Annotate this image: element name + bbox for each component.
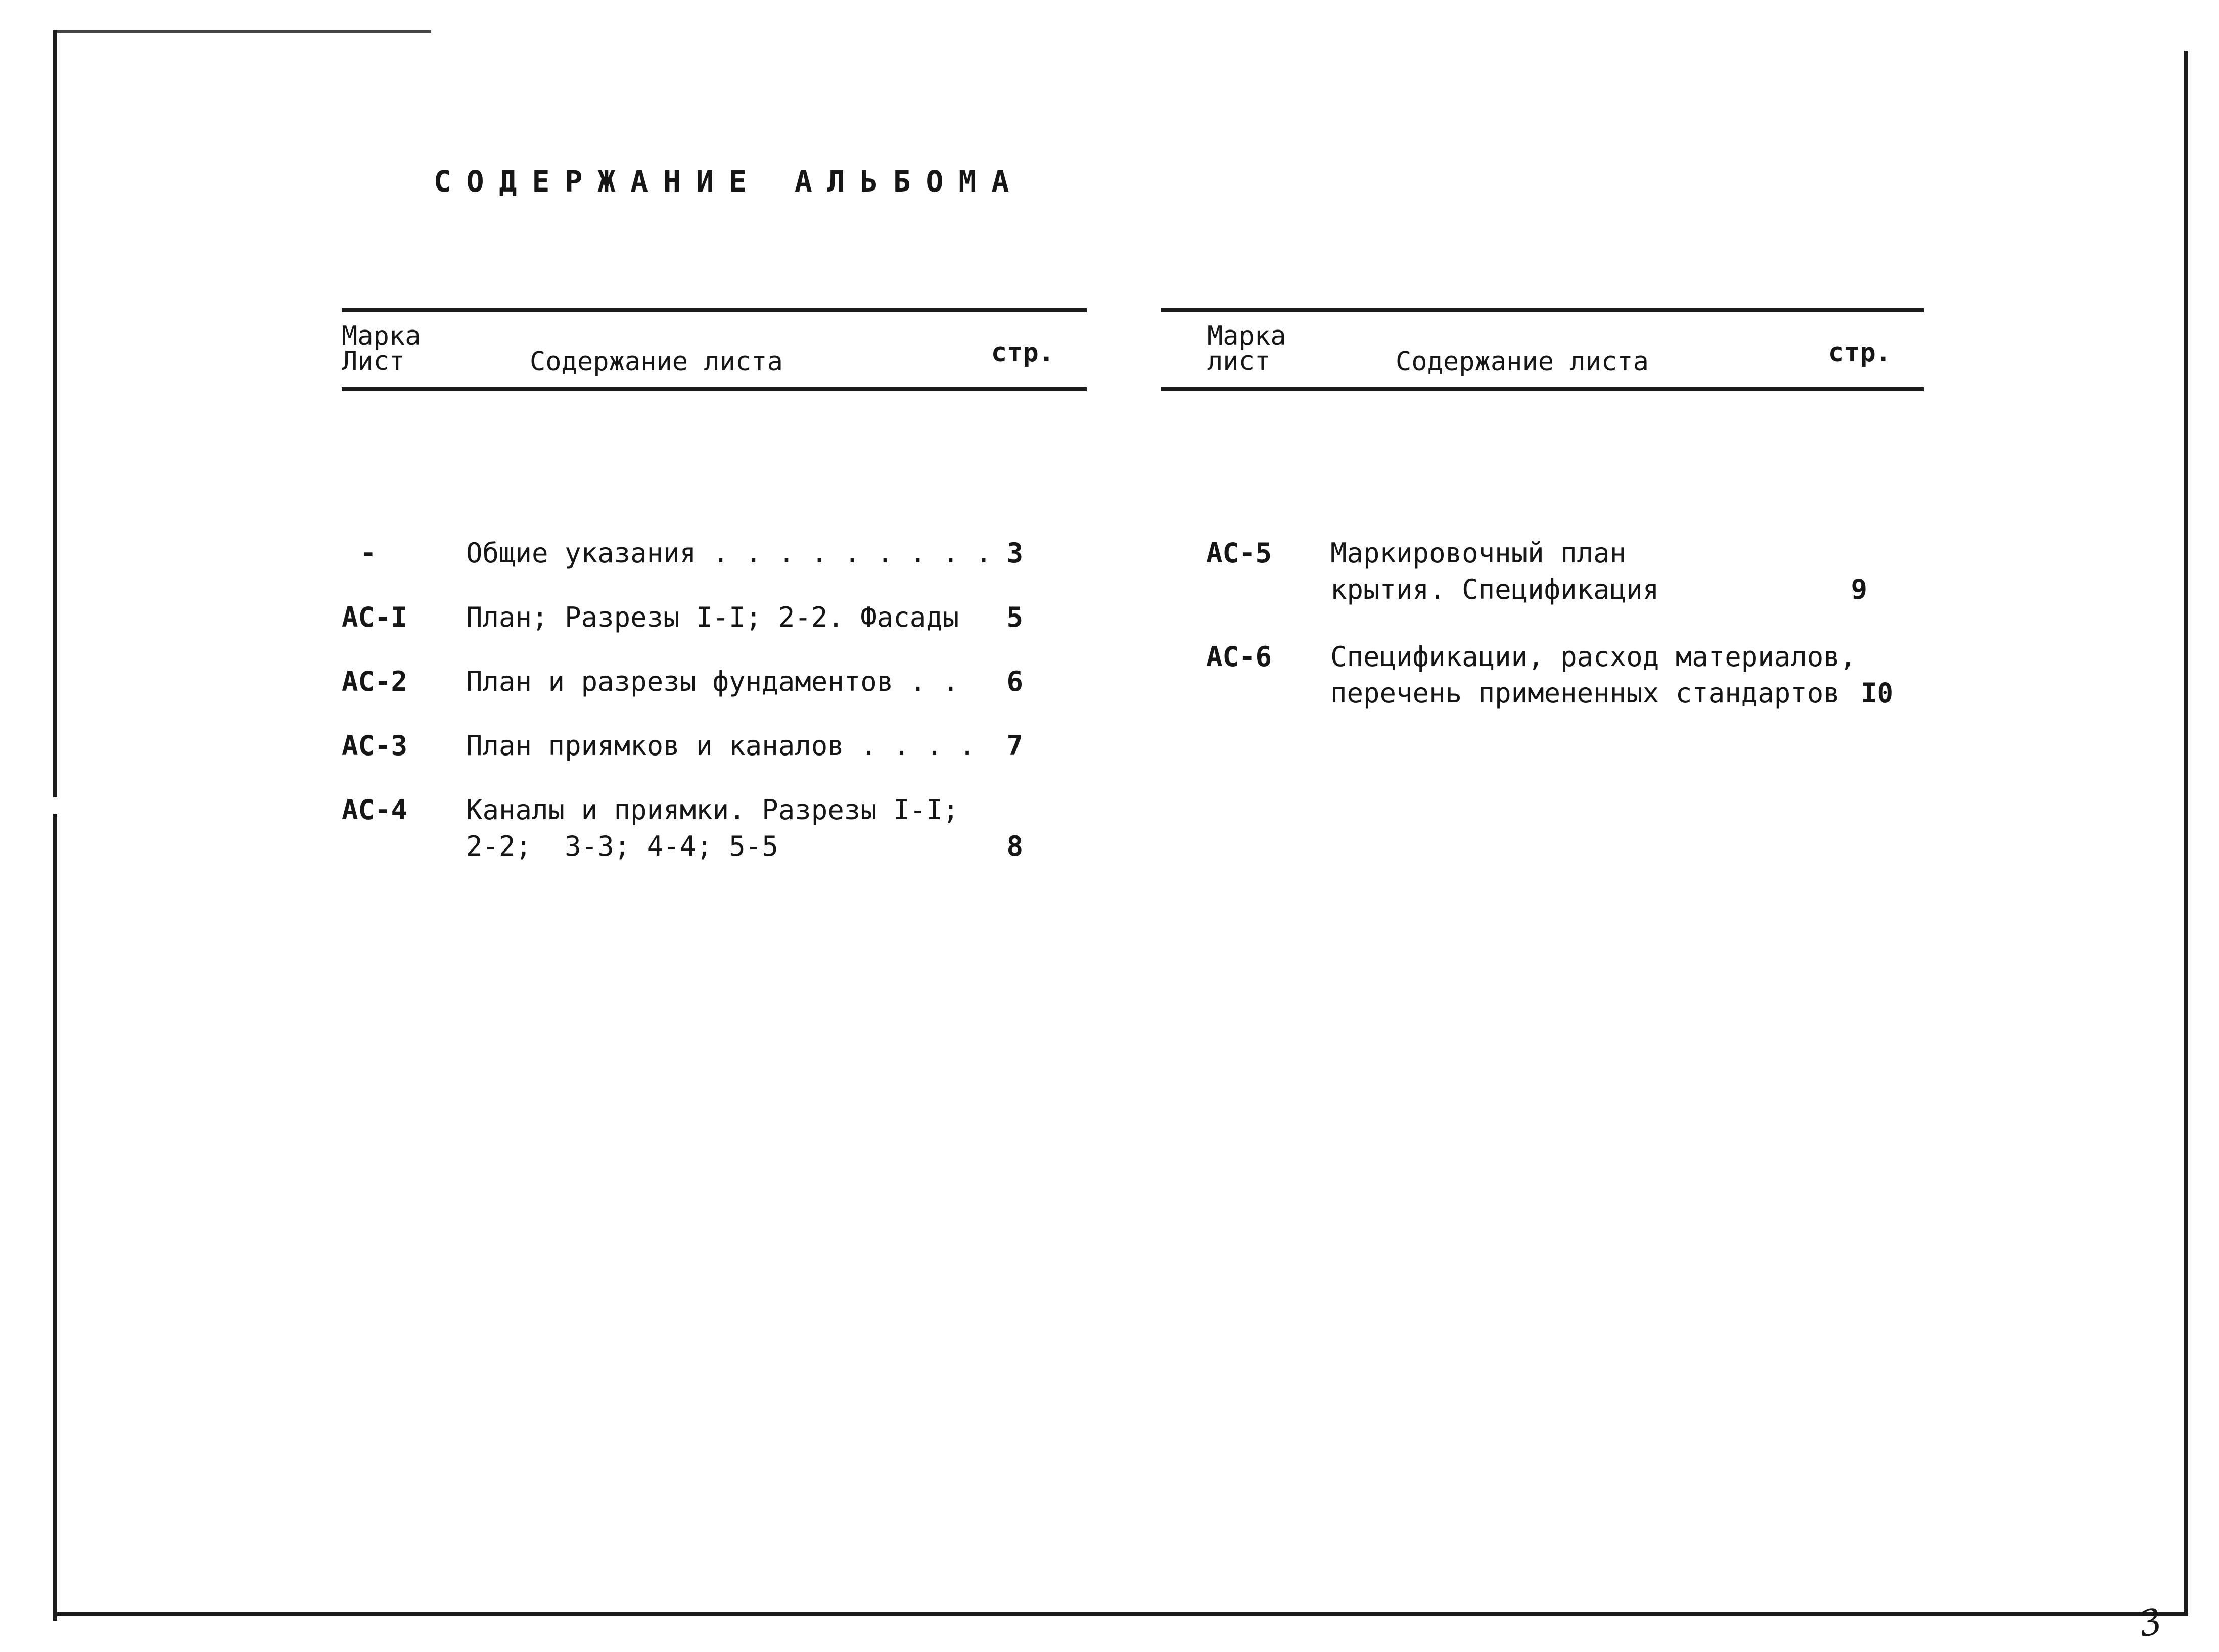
row-mark: АС-3 (342, 730, 408, 762)
table-header (342, 312, 1087, 387)
row-mark: АС-6 (1206, 641, 1272, 673)
header-mark-line1: Марка (1207, 321, 1286, 351)
frame-bottom-border (55, 1612, 2187, 1616)
header-page: стр. (991, 338, 1054, 368)
frame-left-border-lower (53, 814, 57, 1621)
frame-left-border (53, 30, 57, 797)
header-mark-line2: лист (1207, 346, 1271, 376)
header-content: Содержание листа (1396, 347, 1649, 377)
row-content: Маркировочный план крытия. Спецификация (1330, 537, 1659, 605)
row-page: 5 (1006, 601, 1023, 633)
row-content: Общие указания . . . . . . . . . (466, 537, 992, 569)
row-page: 6 (1006, 666, 1023, 697)
table-header-rule (1161, 387, 1924, 391)
header-mark (342, 323, 421, 374)
row-content: План; Разрезы I-I; 2-2. Фасады (466, 601, 959, 633)
row-page: 8 (1006, 830, 1023, 862)
sheet-number: 3 (2135, 1600, 2166, 1645)
header-page: стр. (1828, 338, 1891, 368)
table-header (1161, 312, 1924, 387)
header-content: Содержание листа (530, 347, 783, 377)
frame-right-border (2184, 51, 2188, 1616)
row-page: 3 (1006, 537, 1023, 569)
contents-table-left (342, 308, 1087, 862)
frame-top-border (55, 30, 431, 33)
page-title: СОДЕРЖАНИЕ АЛЬБОМА (433, 164, 1025, 199)
row-mark: АС-5 (1206, 537, 1272, 569)
header-mark-line2: Лист (342, 346, 405, 376)
row-mark: - (360, 537, 377, 569)
row-content: План и разрезы фундаментов . . (466, 666, 959, 697)
row-page: 9 (1851, 574, 1867, 605)
table-header-rule (342, 387, 1087, 391)
row-mark: АС-4 (342, 794, 408, 826)
header-mark-line1: Марка (342, 321, 421, 351)
row-content: План приямков и каналов . . . . (466, 730, 976, 762)
row-content: Каналы и приямки. Разрезы I-I; 2-2; 3-3; 4-4; 5-5 (466, 794, 959, 862)
row-page: 7 (1006, 730, 1023, 762)
row-mark: АС-2 (342, 666, 408, 697)
row-page: I0 (1860, 677, 1893, 709)
row-content: Спецификации, расход материалов, перечень примененных стандартов (1330, 641, 1857, 709)
header-mark (1207, 323, 1286, 374)
table-top-rule (1161, 308, 1924, 312)
table-top-rule (342, 308, 1087, 312)
contents-table-right (1161, 308, 1924, 709)
row-mark: АС-I (342, 601, 408, 633)
